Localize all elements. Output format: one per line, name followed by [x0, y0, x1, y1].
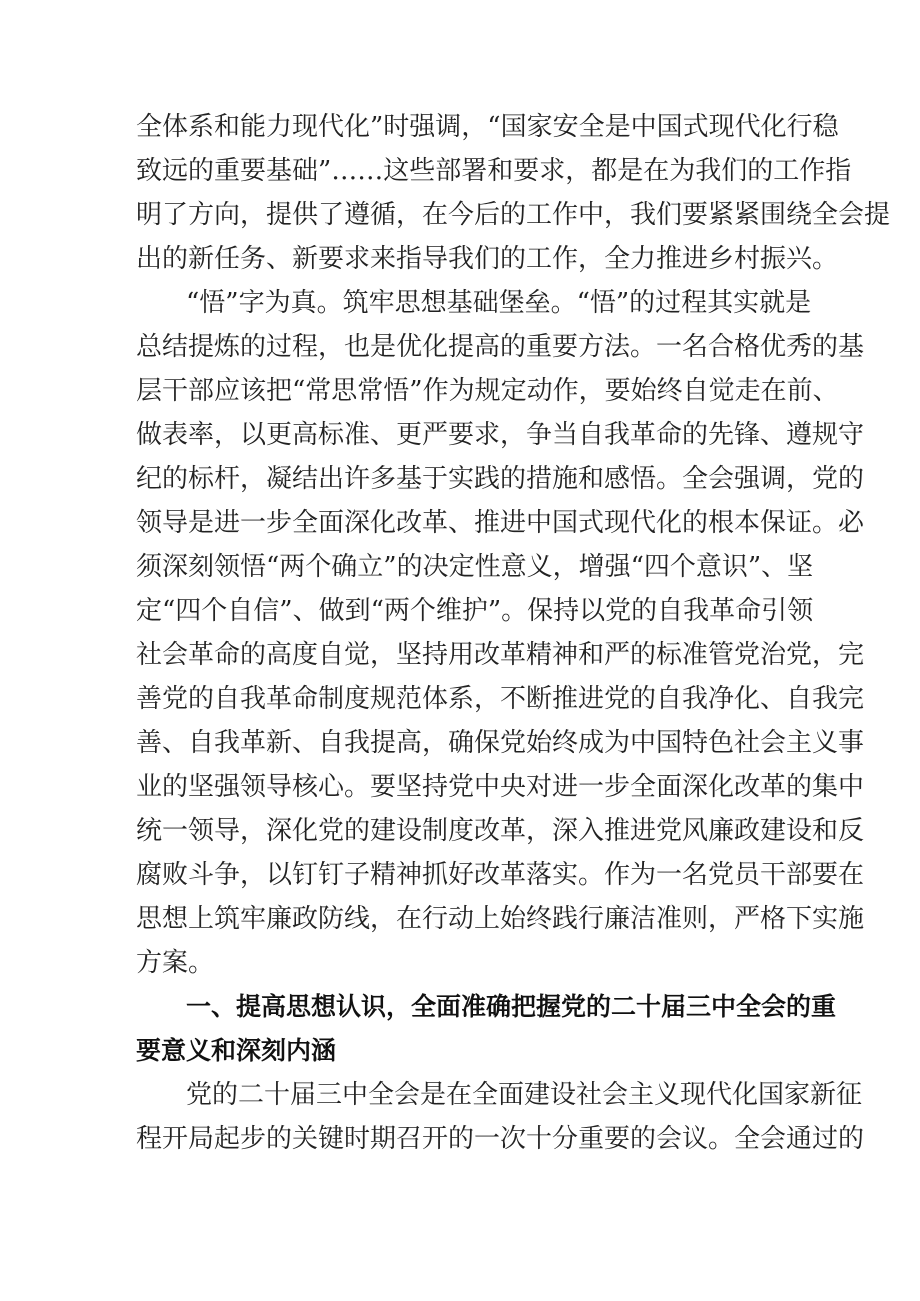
body-text-line: 全体系和能力现代化”时强调，“国家安全是中国式现代化行稳 — [136, 112, 839, 142]
body-text-line: 善党的自我革命制度规范体系，不断推进党的自我净化、自我完 — [136, 684, 865, 714]
section-heading-continued: 要意义和深刻内涵 — [136, 1036, 337, 1065]
paragraph-first-line: “悟”字为真。筑牢思想基础堡垒。“悟”的过程其实就是 — [186, 288, 812, 318]
body-text-line: 统一领导，深化党的建设制度改革，深入推进党风廉政建设和反 — [136, 816, 865, 846]
body-text-line: 纪的标杆，凝结出许多基于实践的措施和感悟。全会强调，党的 — [136, 464, 865, 494]
body-text-line: 须深刻领悟“两个确立”的决定性意义，增强“四个意识”、坚 — [136, 552, 814, 582]
body-text-line: 方案。 — [136, 948, 215, 978]
body-text-line: 明了方向，提供了遵循，在今后的工作中，我们要紧紧围绕全会提 — [136, 200, 891, 230]
paragraph-first-line: 党的二十届三中全会是在全面建设社会主义现代化国家新征 — [186, 1080, 863, 1110]
body-text-line: 定“四个自信”、做到“两个维护”。保持以党的自我革命引领 — [136, 596, 814, 626]
body-text-line: 善、自我革新、自我提高，确保党始终成为中国特色社会主义事 — [136, 728, 865, 758]
body-text-line: 出的新任务、新要求来指导我们的工作，全力推进乡村振兴。 — [136, 244, 839, 274]
body-text-line: 做表率，以更高标准、更严要求，争当自我革命的先锋、遵规守 — [136, 420, 865, 450]
body-text-line: 社会革命的高度自觉，坚持用改革精神和严的标准管党治党，完 — [136, 640, 865, 670]
body-text-line: 程开局起步的关键时期召开的一次十分重要的会议。全会通过的 — [136, 1124, 865, 1154]
body-text-line: 领导是进一步全面深化改革、推进中国式现代化的根本保证。必 — [136, 508, 865, 538]
body-text-line: 业的坚强领导核心。要坚持党中央对进一步全面深化改革的集中 — [136, 772, 865, 802]
body-text-line: 总结提炼的过程，也是优化提高的重要方法。一名合格优秀的基 — [136, 332, 865, 362]
section-heading: 一、提高思想认识，全面准确把握党的二十届三中全会的重 — [186, 992, 837, 1021]
body-text-line: 腐败斗争，以钉钉子精神抓好改革落实。作为一名党员干部要在 — [136, 860, 865, 890]
body-text-line: 致远的重要基础”……这些部署和要求，都是在为我们的工作指 — [136, 156, 852, 186]
body-text-line: 思想上筑牢廉政防线，在行动上始终践行廉洁准则，严格下实施 — [136, 904, 865, 934]
body-text-line: 层干部应该把“常思常悟”作为规定动作，要始终自觉走在前、 — [136, 376, 839, 406]
